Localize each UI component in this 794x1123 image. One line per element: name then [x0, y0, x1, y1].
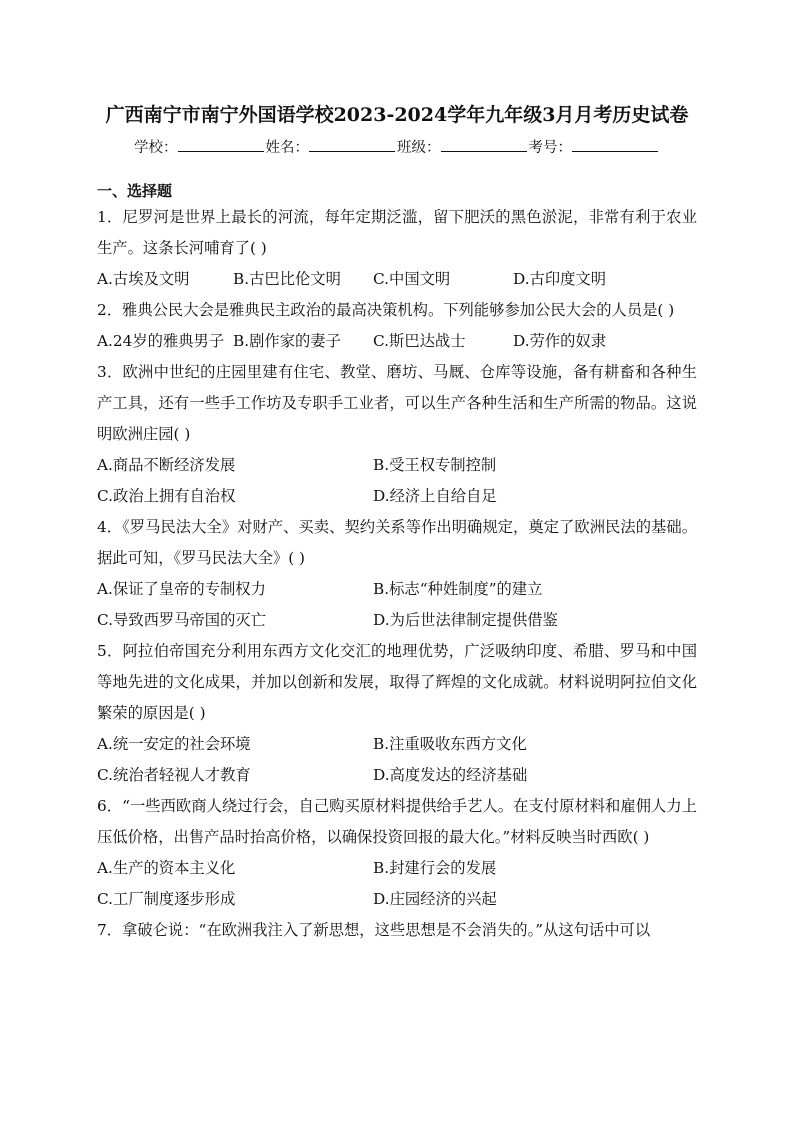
option-row — [97, 853, 697, 884]
option-d: D.为后世法律制定提供借鉴 — [373, 611, 558, 629]
option-c: C.导致西罗马帝国的灭亡 — [97, 611, 266, 629]
option-a: A.生产的资本主义化 — [97, 859, 236, 877]
question-6 — [97, 791, 697, 915]
question-text: 7．拿破仑说：“在欧洲我注入了新思想，这些思想是不会消失的。”从这句话中可以 — [97, 921, 651, 939]
option-row — [97, 264, 697, 295]
option-d: D.高度发达的经济基础 — [373, 766, 528, 784]
question-text: 1．尼罗河是世界上最长的河流，每年定期泛滥，留下肥沃的黑色淤泥，非常有利于农业生产。这条长河哺育了( ) — [97, 208, 697, 257]
option-row — [97, 760, 697, 791]
question-text: 6．“一些西欧商人绕过行会，自己购买原材料提供给手艺人。在支付原材料和雇佣人力上压低价格，出售产品时抬高价格，以确保投资回报的最大化。”材料反映当时西欧( ) — [97, 797, 697, 846]
section-heading: 一、选择题 — [97, 182, 173, 200]
name-blank — [309, 137, 395, 152]
option-a: A.统一安定的社会环境 — [97, 735, 251, 753]
option-a: A.商品不断经济发展 — [97, 456, 236, 474]
school-label: 学校： — [134, 140, 178, 156]
option-d: D.庄园经济的兴起 — [373, 890, 497, 908]
class-label: 班级： — [397, 140, 441, 156]
option-row — [97, 605, 697, 636]
exam-number-field — [529, 136, 661, 157]
option-c: C.工厂制度逐步形成 — [97, 890, 236, 908]
school-blank — [178, 137, 264, 152]
question-4 — [97, 512, 697, 636]
student-info-row — [0, 136, 794, 157]
school-field — [134, 136, 266, 157]
name-field — [266, 136, 398, 157]
option-d: D.经济上自给自足 — [373, 487, 497, 505]
option-a: A.24岁的雅典男子 — [97, 332, 225, 350]
question-3 — [97, 357, 697, 512]
option-b: B.剧作家的妻子 — [233, 332, 341, 350]
question-5 — [97, 636, 697, 791]
option-b: B.标志“种姓制度”的建立 — [373, 580, 543, 598]
option-d: D.古印度文明 — [513, 270, 607, 288]
option-b: B.受王权专制控制 — [373, 456, 497, 474]
name-label: 姓名： — [265, 140, 309, 156]
option-a: A.古埃及文明 — [97, 270, 190, 288]
option-row — [97, 326, 697, 357]
option-b: B.古巴比伦文明 — [233, 270, 341, 288]
class-blank — [441, 137, 527, 152]
question-text: 3．欧洲中世纪的庄园里建有住宅、教堂、磨坊、马厩、仓库等设施，备有耕畜和各种生产工具，还有一些手工作坊及专职手工业者，可以生产各种生活和生产所需的物品。这说明欧洲庄园( ) — [97, 363, 697, 443]
question-text: 5．阿拉伯帝国充分利用东西方文化交汇的地理优势，广泛吸纳印度、希腊、罗马和中国等地先进的文化成果，并加以创新和发展，取得了辉煌的文化成就。材料说明阿拉伯文化繁荣的原因是( ) — [97, 642, 697, 722]
option-row — [97, 450, 697, 481]
question-7 — [97, 915, 697, 946]
option-row — [97, 884, 697, 915]
option-a: A.保证了皇帝的专制权力 — [97, 580, 266, 598]
option-row — [97, 574, 697, 605]
option-b: B.注重吸收东西方文化 — [373, 735, 527, 753]
option-c: C.斯巴达战士 — [373, 332, 466, 350]
option-b: B.封建行会的发展 — [373, 859, 497, 877]
question-text: 4．《罗马民法大全》对财产、买卖、契约关系等作出明确规定，奠定了欧洲民法的基础。据此可知，《罗马民法大全》( ) — [97, 518, 697, 567]
option-c: C.统治者轻视人才教育 — [97, 766, 251, 784]
question-text: 2．雅典公民大会是雅典民主政治的最高决策机构。下列能够参加公民大会的人员是( ) — [97, 301, 675, 319]
exam-number-blank — [572, 137, 658, 152]
page-title: 广西南宁市南宁外国语学校2023-2024学年九年级3月月考历史试卷 — [105, 104, 689, 126]
option-row — [97, 729, 697, 760]
question-2 — [97, 295, 697, 357]
question-list — [97, 202, 697, 946]
option-c: C.政治上拥有自治权 — [97, 487, 236, 505]
option-row — [97, 481, 697, 512]
question-1 — [97, 202, 697, 295]
class-field — [397, 136, 529, 157]
exam-number-label: 考号： — [528, 140, 572, 156]
option-c: C.中国文明 — [373, 270, 451, 288]
option-d: D.劳作的奴隶 — [513, 332, 607, 350]
